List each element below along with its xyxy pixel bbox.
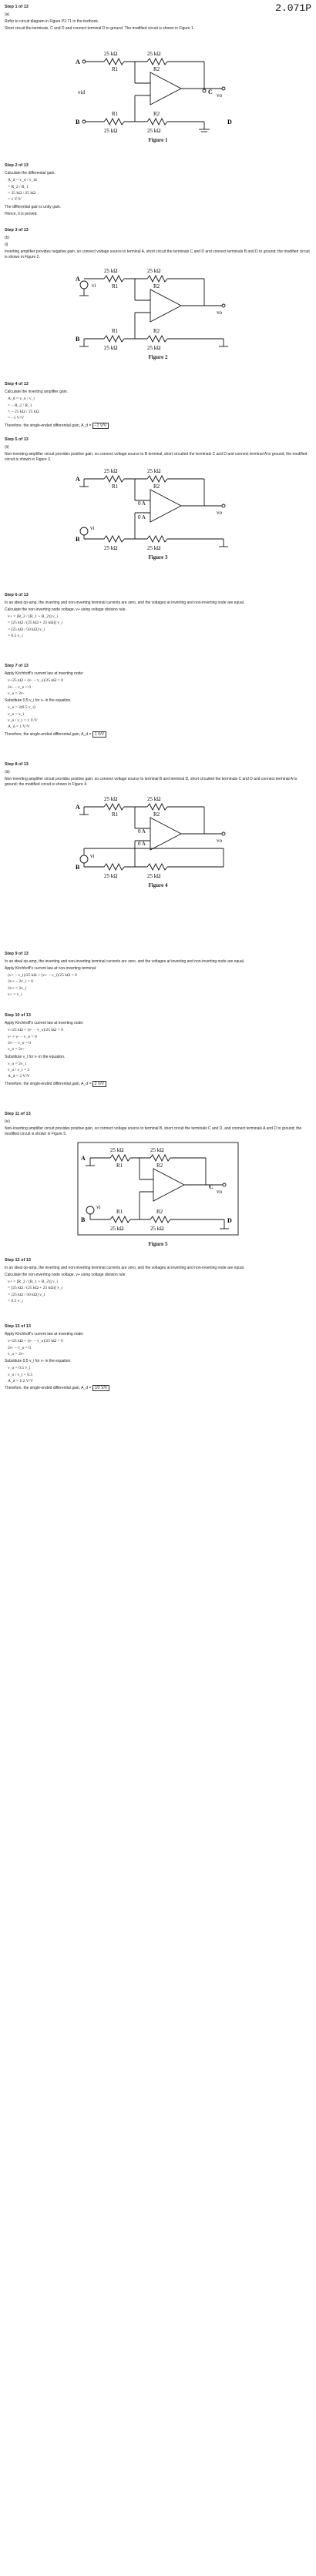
equation: v_o = 2v_i <box>8 1061 26 1066</box>
equation: = 1 V/V <box>8 197 22 202</box>
r-value-label: 25 kΩ <box>104 128 118 134</box>
equation: v-/25 kΩ + (v- − v_o)/25 kΩ = 0 <box>8 678 63 684</box>
step-text <box>5 732 310 738</box>
step-title: Step 2 of 13 <box>5 163 29 168</box>
r-value-label: 25 kΩ <box>150 1226 164 1232</box>
answer-box: 1 V/V <box>92 731 106 738</box>
r-value-label: 25 kΩ <box>104 345 118 351</box>
equation: v_o = v_i <box>8 711 25 717</box>
answer-box: 1/2 V/V <box>92 1385 109 1391</box>
step-text <box>5 1082 310 1087</box>
equation: A_d = 1/2 V/V <box>8 1379 34 1384</box>
step-text: Non-inverting amplifier circuit provides positive gain, so connect voltage source to B terminal, short circuited the terminals C and D and connect terminal A to ground; the modified circuit is shown in Figure 3. <box>5 452 308 462</box>
step-text: In an ideal op-amp, the inverting and non-inverting terminal currents are zero, and the voltages at inverting and non-inverting node are equal. <box>5 1266 245 1271</box>
r1-label: R1 <box>116 1209 123 1215</box>
answer-prefix: A_d = <box>81 1386 92 1391</box>
conclusion-text: Therefore, the single-ended differential gain, <box>5 423 81 428</box>
step-text: Non-inverting amplifier circuit provides positive gain, so connect voltage source to terminal B and terminal D, short circuited the terminals C and D and connect terminal A to ground; the modified circuit is shown in Figure 4. <box>5 777 298 787</box>
equation: = 0.5 v_i <box>8 634 23 639</box>
equation: v_o = 2(0.5 v_i) <box>8 705 35 711</box>
vi-label: vi <box>92 283 96 289</box>
subpart-label: (ii) <box>5 445 9 450</box>
step-text: Non-inverting amplifier circuit provides positive gain, so connect voltage source to terminal B, short circuit the terminals C and D, and connect terminals A and D to ground; the modified circuit is shown in Figure 5. <box>5 1126 302 1136</box>
equation: = 25 kΩ / 25 kΩ <box>8 191 36 196</box>
answer-prefix: A_d = <box>81 423 92 428</box>
circuit-diagram <box>73 45 243 135</box>
equation: v+ = [R_2 / (R_1 + R_2)] v_i <box>8 1279 59 1284</box>
vo-label: vo <box>217 92 222 99</box>
step-6 <box>5 593 310 641</box>
r-value-label: 25 kΩ <box>104 468 118 474</box>
step-3 <box>5 228 310 261</box>
step-title: Step 10 of 13 <box>5 1013 31 1018</box>
step-text <box>5 423 310 429</box>
conclusion-text: Therefore, the single-ended differential gain, <box>5 1386 81 1391</box>
equation: A_d = 2 V/V <box>8 1074 30 1079</box>
equation: v_o = 2v- <box>8 1047 25 1052</box>
r-value-label: 25 kΩ <box>150 1147 164 1153</box>
r-value-label: 25 kΩ <box>147 873 161 879</box>
r1-label: R1 <box>116 1163 123 1169</box>
r-value-label: 25 kΩ <box>147 51 161 57</box>
r-value-label: 25 kΩ <box>104 873 118 879</box>
equation: A_d = v_o / v_id <box>8 178 37 183</box>
equation: v_o = 2v- <box>8 1352 25 1357</box>
terminal-c-label: C <box>209 1183 213 1190</box>
r1-label: R1 <box>112 811 119 818</box>
step-1 <box>5 5 310 33</box>
equation: 2v- − v_o = 0 <box>8 1345 32 1350</box>
step-text: Apply Kirchhoff's current law at non-inverting terminal: <box>5 966 97 972</box>
terminal-a-label: A <box>76 804 80 811</box>
equation: v- + v- − v_o = 0 <box>8 1034 37 1039</box>
step-5 <box>5 437 310 464</box>
r2-label: R2 <box>153 328 160 334</box>
step-text: Refer to circuit diagram in Figure P2.71 in the textbook. <box>5 19 99 25</box>
terminal-b-label: B <box>81 1216 86 1223</box>
equation: 2v- − v_o = 0 <box>8 1041 32 1046</box>
step-title: Step 9 of 13 <box>5 952 29 956</box>
step-text: Calculate the non-inverting node voltage, v+ using voltage division rule. <box>5 607 126 613</box>
circuit-diagram <box>73 262 243 353</box>
terminal-a-label: A <box>76 59 80 65</box>
subpart-label: (iii) <box>5 770 10 775</box>
equation: v_o = 2v- <box>8 691 25 697</box>
equation: = [25 kΩ / (25 kΩ + 25 kΩ)] v_i <box>8 621 63 626</box>
step-text <box>5 1386 310 1391</box>
answer-box: −1 V/V <box>92 423 109 429</box>
terminal-a-label: A <box>76 476 80 483</box>
equation: 2v- − v_o = 0 <box>8 684 32 690</box>
terminal-b-label: B <box>76 536 80 543</box>
r2-label: R2 <box>156 1209 163 1215</box>
vo-label: vo <box>217 510 222 516</box>
r-value-label: 25 kΩ <box>147 796 161 802</box>
equation: = [25 kΩ / 50 kΩ] v_i <box>8 1292 45 1297</box>
step-9 <box>5 952 310 999</box>
r-value-label: 25 kΩ <box>104 545 118 551</box>
step-title: Step 12 of 13 <box>5 1258 31 1263</box>
step-title: Step 7 of 13 <box>5 664 29 668</box>
step-text: In an ideal op-amp, the inverting and non-inverting terminal currents are zero, and the voltages at inverting and non-inverting node are equal. <box>5 959 245 965</box>
part-label: (b) <box>5 236 10 241</box>
terminal-b-label: B <box>76 336 80 343</box>
equation: v+ = [R_2 / (R_1 + R_2)] v_i <box>8 614 59 619</box>
step-text: Apply Kirchhoff's current law at inverting node: <box>5 671 84 677</box>
step-text: Inverting amplifier provides negative gain, so connect voltage source to terminal A, short circuit the terminals C and D and connect terminals B and D to ground; the modified circuit is shown in Figure 2. <box>5 249 310 259</box>
terminal-c-label: C <box>208 89 213 95</box>
equation: = − R_2 / R_1 <box>8 403 32 408</box>
r-value-label: 25 kΩ <box>147 128 161 134</box>
vo-label: vo <box>217 838 222 844</box>
r-value-label: 25 kΩ <box>104 796 118 802</box>
zero-current-label: 0 A <box>138 841 146 847</box>
terminal-a-label: A <box>81 1155 86 1162</box>
answer-box: 2 V/V <box>92 1081 106 1087</box>
equation: = R_2 / R_1 <box>8 184 29 189</box>
equation: = −1 V/V <box>8 416 25 421</box>
r1-label: R1 <box>112 111 119 117</box>
zero-current-label: 0 A <box>138 500 146 507</box>
r2-label: R2 <box>153 811 160 818</box>
step-text: In an ideal op-amp, the inverting and non-inverting terminal currents are zero, and the voltages at inverting and non-inverting node are equal. <box>5 601 245 606</box>
step-text: Apply Kirchhoff's current law at inverting node: <box>5 1021 84 1026</box>
subpart-label: (i) <box>5 243 8 248</box>
step-text: Substitute 0.5 v_i for v- in the equation. <box>5 1359 72 1364</box>
r-value-label: 25 kΩ <box>147 545 161 551</box>
step-title: Step 5 of 13 <box>5 437 29 442</box>
equation: 2v+ − 2v_i = 0 <box>8 979 33 985</box>
vi-label: vi <box>90 525 95 531</box>
figure-caption: Figure 2 <box>148 354 168 360</box>
figure-1 <box>0 45 316 144</box>
step-text: Hence, it is proved. <box>5 211 38 216</box>
step-text: Short circuit the terminals, C and D and connect terminal D to ground. The modified circuit is shown in Figure 1. <box>5 25 195 31</box>
equation: = [25 kΩ / 50 kΩ] v_i <box>8 627 45 632</box>
equation: = [25 kΩ / (25 kΩ + 25 kΩ)] v_i <box>8 1286 63 1291</box>
figure-caption: Figure 5 <box>148 1241 168 1247</box>
zero-current-label: 0 A <box>138 514 146 520</box>
step-11 <box>5 1112 310 1139</box>
step-text: Substitute 0.5 v_i for v- in the equation. <box>5 698 72 704</box>
step-2 <box>5 163 310 218</box>
step-text: Substitute v_i for v- in the equation. <box>5 1054 66 1059</box>
step-title: Step 4 of 13 <box>5 382 29 386</box>
equation: v_o = 0.5 v_i <box>8 1366 31 1371</box>
r1-label: R1 <box>112 66 119 72</box>
step-12 <box>5 1258 310 1306</box>
step-title: Step 8 of 13 <box>5 762 29 767</box>
equation: 2v+ = 2v_i <box>8 985 27 991</box>
step-text: Calculate the non-inverting node voltage, v+ using voltage division rule. <box>5 1273 126 1278</box>
equation: v-/25 kΩ + (v- − v_o)/25 kΩ = 0 <box>8 1339 63 1344</box>
step-text: Apply Kirchhoff's current law at inverting node: <box>5 1332 84 1337</box>
step-text: Calculate the differential gain. <box>5 171 55 176</box>
step-7 <box>5 664 310 739</box>
r-value-label: 25 kΩ <box>147 268 161 274</box>
vo-label: vo <box>217 1189 222 1195</box>
step-text: The differential gain is unity gain. <box>5 204 62 209</box>
equation: v-/25 kΩ + (v- − v_o)/25 kΩ = 0 <box>8 1028 63 1033</box>
equation: v_o / v_i = 0.5 <box>8 1372 33 1377</box>
step-10 <box>5 1013 310 1089</box>
circuit-diagram <box>73 462 243 553</box>
r2-label: R2 <box>153 283 160 289</box>
figure-5 <box>0 1139 316 1248</box>
terminal-b-label: B <box>76 119 80 125</box>
conclusion-text: Therefore, the single-ended differential gain, <box>5 731 81 737</box>
equation: A_d = v_o / v_i <box>8 396 35 402</box>
figure-caption: Figure 3 <box>148 554 168 560</box>
r-value-label: 25 kΩ <box>104 51 118 57</box>
terminal-b-label: B <box>76 864 80 871</box>
figure-caption: Figure 1 <box>148 137 168 143</box>
step-title: Step 11 of 13 <box>5 1112 31 1116</box>
equation: (v+ − v_i)/25 kΩ + (v+ − v_i)/25 kΩ = 0 <box>8 972 77 978</box>
answer-prefix: A_d = <box>81 1081 92 1086</box>
step-title: Step 6 of 13 <box>5 593 29 597</box>
vi-label: vi <box>90 853 95 859</box>
zero-current-label: 0 A <box>138 828 146 835</box>
figure-caption: Figure 4 <box>148 882 168 888</box>
conclusion-text: Therefore, the single-ended differential gain, <box>5 1081 81 1086</box>
terminal-a-label: A <box>76 276 80 283</box>
r1-label: R1 <box>112 328 119 334</box>
r-value-label: 25 kΩ <box>110 1147 124 1153</box>
r2-label: R2 <box>153 111 160 117</box>
r-value-label: 25 kΩ <box>104 268 118 274</box>
figure-4 <box>0 790 316 889</box>
circuit-diagram <box>73 790 243 881</box>
circuit-diagram <box>73 1139 243 1239</box>
step-13 <box>5 1324 310 1393</box>
vid-label: vid <box>78 89 85 95</box>
terminal-d-label: D <box>227 119 232 125</box>
step-title: Step 3 of 13 <box>5 228 29 233</box>
r-value-label: 25 kΩ <box>147 468 161 474</box>
r1-label: R1 <box>112 483 119 490</box>
page-id: 2.071P <box>275 2 311 14</box>
equation: = 0.5 v_i <box>8 1299 23 1304</box>
equation: A_d = 1 V/V <box>8 724 30 730</box>
equation: = − 25 kΩ / 25 kΩ <box>8 410 39 415</box>
step-text: Calculate the inverting amplifier gain. <box>5 390 68 395</box>
equation: v+ = v_i <box>8 992 22 998</box>
figure-2 <box>0 262 316 361</box>
figure-3 <box>0 462 316 561</box>
vi-label: vi <box>96 1204 101 1210</box>
step-4 <box>5 382 310 430</box>
subpart-label: (iv) <box>5 1119 10 1125</box>
r-value-label: 25 kΩ <box>110 1226 124 1232</box>
r2-label: R2 <box>156 1163 163 1169</box>
r2-label: R2 <box>153 66 160 72</box>
step-title: Step 1 of 13 <box>5 5 29 9</box>
equation: v_o / v_i = 2 <box>8 1068 30 1073</box>
part-label: (a) <box>5 12 10 18</box>
step-8 <box>5 762 310 789</box>
vo-label: vo <box>217 309 222 316</box>
answer-prefix: A_d = <box>81 731 92 737</box>
r1-label: R1 <box>112 283 119 289</box>
terminal-d-label: D <box>227 1217 232 1224</box>
r2-label: R2 <box>153 483 160 490</box>
step-title: Step 13 of 13 <box>5 1324 31 1329</box>
equation: v_o / v_i = 1 V/V <box>8 718 38 724</box>
r-value-label: 25 kΩ <box>147 345 161 351</box>
